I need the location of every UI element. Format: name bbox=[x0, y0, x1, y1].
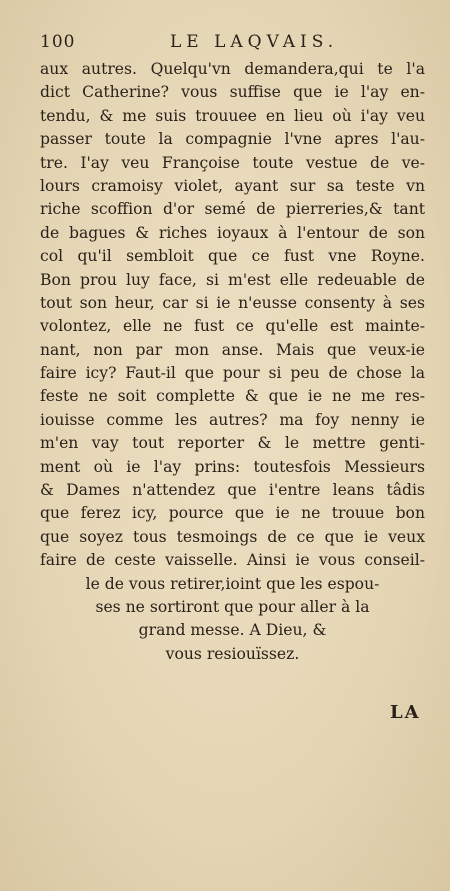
text-line: col qu'il sembloit que ce fust vne Royne. bbox=[40, 247, 425, 266]
text-line: le de vous retirer,ioint que les espou- bbox=[85, 574, 380, 593]
page-header bbox=[40, 32, 420, 56]
text-line: vous resiouïssez. bbox=[165, 644, 300, 663]
page-number: 100 bbox=[40, 32, 76, 52]
text-line: faire icy? Faut-il que pour si peu de chose la bbox=[40, 364, 425, 383]
text-line: iouisse comme les autres? ma foy nenny ie bbox=[40, 410, 425, 429]
text-line: ses ne sortiront que pour aller à la bbox=[95, 597, 370, 616]
text-line: riche scoffion d'or semé de pierreries,& tant bbox=[40, 200, 425, 219]
text-line: ment où ie l'ay prins: toutesfois Messieurs bbox=[40, 457, 425, 476]
text-line: que soyez tous tesmoings de ce que ie veux bbox=[40, 527, 425, 546]
text-line: tre. I'ay veu Françoise toute vestue de ve- bbox=[40, 153, 425, 172]
text-line: volontez, elle ne fust ce qu'elle est mainte- bbox=[40, 317, 425, 336]
text-line: lours cramoisy violet, ayant sur sa teste vn bbox=[40, 176, 425, 195]
text-line: Bon prou luy face, si m'est elle redeuable de bbox=[40, 270, 425, 289]
text-line: tendu, & me suis trouuee en lieu où i'ay veu bbox=[40, 106, 425, 125]
text-line: dict Catherine? vous suffise que ie l'ay en- bbox=[40, 83, 425, 102]
running-head: LE LAQVAIS. bbox=[170, 32, 339, 52]
text-line: tout son heur, car si ie n'eusse consenty à ses bbox=[40, 293, 425, 312]
text-line: m'en vay tout reporter & le mettre genti- bbox=[40, 434, 425, 453]
text-line: nant, non par mon anse. Mais que veux-ie bbox=[40, 340, 425, 359]
text-line: aux autres. Quelqu'vn demandera,qui te l'a bbox=[40, 60, 425, 78]
body-text bbox=[40, 58, 425, 666]
text-line: que ferez icy, pource que ie ne trouue bon bbox=[40, 504, 425, 523]
text-line: feste ne soit complette & que ie ne me res- bbox=[40, 387, 425, 406]
text-line: grand messe. A Dieu, & bbox=[138, 621, 327, 640]
text-line: passer toute la compagnie l'vne apres l'au- bbox=[40, 130, 425, 149]
text-line: & Dames n'attendez que i'entre leans tâdis bbox=[40, 481, 425, 500]
text-line: de bagues & riches ioyaux à l'entour de son bbox=[40, 223, 425, 242]
catchword: LA bbox=[390, 702, 421, 723]
text-line: faire de ceste vaisselle. Ainsi ie vous conseil- bbox=[40, 551, 425, 570]
